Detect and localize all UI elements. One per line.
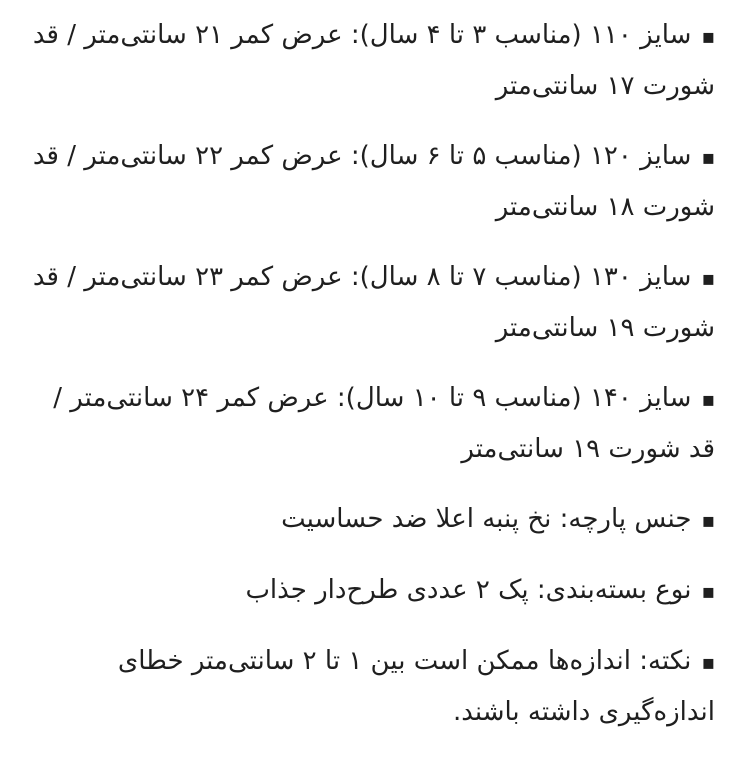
- bullet-icon: ▪: [701, 650, 715, 674]
- item-text: نکته: اندازه‌ها ممکن است بین ۱ تا ۲ سانتی‌متر خطای اندازه‌گیری داشته باشند.: [117, 646, 715, 727]
- bullet-icon: ▪: [701, 266, 715, 290]
- bullet-icon: ▪: [701, 145, 715, 169]
- bullet-icon: ▪: [701, 579, 715, 603]
- item-text: سایز ۱۲۰ (مناسب ۵ تا ۶ سال): عرض کمر ۲۲ سانتی‌متر / قد شورت ۱۸ سانتی‌متر: [32, 141, 715, 222]
- bullet-icon: ▪: [701, 24, 715, 48]
- fabric-item: [25, 494, 715, 545]
- item-text: سایز ۱۴۰ (مناسب ۹ تا ۱۰ سال): عرض کمر ۲۴ سانتی‌متر / قد شورت ۱۹ سانتی‌متر: [53, 383, 715, 464]
- size-140-item: [25, 373, 715, 474]
- bullet-icon: ▪: [701, 387, 715, 411]
- size-110-item: [25, 10, 715, 111]
- packaging-item: [25, 565, 715, 616]
- size-130-item: [25, 252, 715, 353]
- bullet-icon: ▪: [701, 508, 715, 532]
- size-120-item: [25, 131, 715, 232]
- product-details: [25, 10, 715, 757]
- item-text: سایز ۱۳۰ (مناسب ۷ تا ۸ سال): عرض کمر ۲۳ سانتی‌متر / قد شورت ۱۹ سانتی‌متر: [32, 262, 715, 343]
- note-item: [25, 636, 715, 737]
- item-text: نوع بسته‌بندی: پک ۲ عددی طرح‌دار جذاب: [245, 575, 692, 605]
- item-text: جنس پارچه: نخ پنبه اعلا ضد حساسیت: [281, 504, 692, 534]
- item-text: سایز ۱۱۰ (مناسب ۳ تا ۴ سال): عرض کمر ۲۱ سانتی‌متر / قد شورت ۱۷ سانتی‌متر: [32, 20, 715, 101]
